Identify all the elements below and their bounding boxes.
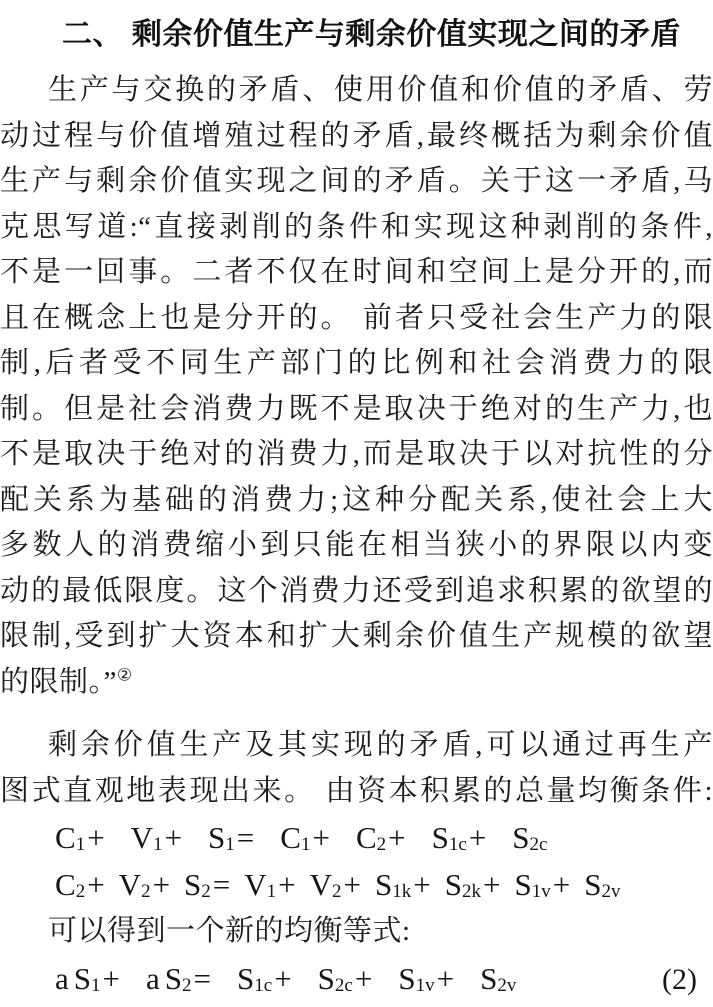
body-text-line: 且在概念上也是分开的。 前者只受社会生产力的限 (0, 301, 713, 334)
equation-term: $S_{2v}$ (584, 867, 621, 902)
body-text-line: 制。但是社会消费力既不是取决于绝对的生产力,也 (0, 392, 713, 425)
body-text-line: 不是取决于绝对的消费力,而是取决于以对抗性的分 (0, 438, 713, 470)
equation-term: a $S_2=$ (146, 961, 211, 996)
equation-term: $S_{2k}+$ (444, 867, 501, 902)
section-heading: 二、 剩余价值生产与剩余价值实现之间的矛盾 (62, 18, 681, 51)
equation-term: $V_1+$ (130, 820, 183, 855)
equation-term: $S_{2c}$ (512, 820, 548, 855)
paragraph-1 (0, 68, 713, 705)
footnote-reference: ② (116, 664, 133, 684)
body-text-line: 剩余价值生产及其实现的矛盾,可以通过再生产 (48, 729, 713, 761)
equation-term: $C_1+$ (55, 820, 105, 855)
equation-new-balance (0, 955, 516, 1002)
equation-lead-in-text: 可以得到一个新的均衡等式: (48, 915, 411, 947)
equation-term: $C_1+$ (280, 820, 330, 855)
equation-term: $S_1=$ (208, 820, 255, 855)
equation-3-row (0, 955, 713, 1003)
equation-term: $V_2+$ (118, 867, 171, 902)
equation-number: (2) (662, 963, 697, 996)
body-text-line: 克思写道:“直接剥削的条件和实现这种剥削的条件, (0, 210, 713, 243)
body-text-line: 配关系为基础的消费力;这种分配关系,使社会上大 (0, 483, 713, 516)
body-text-line: 动的最低限度。这个消费力还受到追求积累的欲望的 (0, 574, 713, 607)
body-text-line: 生产与剩余价值实现之间的矛盾。关于这一矛盾,马 (0, 165, 713, 197)
equation-term: $C_2+$ (355, 820, 406, 855)
equation-term: $S_{1c}+$ (237, 961, 292, 996)
body-text-line (0, 660, 713, 706)
body-text-line: 图式直观地表现出来。 由资本积累的总量均衡条件: (0, 774, 713, 807)
paragraph-2 (0, 723, 713, 814)
quote-closing-text: 的限制。” (0, 665, 117, 698)
equation-term: $C_2+$ (55, 867, 105, 902)
equation-balance-2 (0, 861, 713, 908)
equation-balance-1 (0, 814, 713, 861)
body-text-line: 不是一回事。二者不仅在时间和空间上是分开的,而 (0, 256, 713, 288)
equation-term: $V_2+$ (309, 867, 362, 902)
equation-term: $S_{1c}+$ (431, 820, 487, 855)
equation-term: a $S_1+$ (55, 961, 120, 996)
body-text-line: 生产与交换的矛盾、使用价值和价值的矛盾、劳 (48, 74, 713, 106)
equation-term: $S_{2c}+$ (317, 961, 373, 996)
body-text-line: 多数人的消费缩小到只能在相当狭小的界限以内变 (0, 529, 713, 561)
equation-term: $S_{1v}+$ (398, 961, 455, 996)
equation-term: $S_{1v}+$ (514, 867, 571, 902)
equation-term: $S_{2v}$ (480, 961, 517, 996)
body-text-line: 制,后者受不同生产部门的比例和社会消费力的限 (0, 347, 713, 379)
body-text-line: 动过程与价值增殖过程的矛盾,最终概括为剩余价值 (0, 119, 713, 152)
equation-term: $S_2=$ (184, 867, 231, 902)
equation-term: $S_{1k}+$ (375, 867, 431, 902)
equation-term: $V_1+$ (244, 867, 296, 902)
body-text-line: 限制,受到扩大资本和扩大剩余价值生产规模的欲望 (0, 620, 713, 652)
